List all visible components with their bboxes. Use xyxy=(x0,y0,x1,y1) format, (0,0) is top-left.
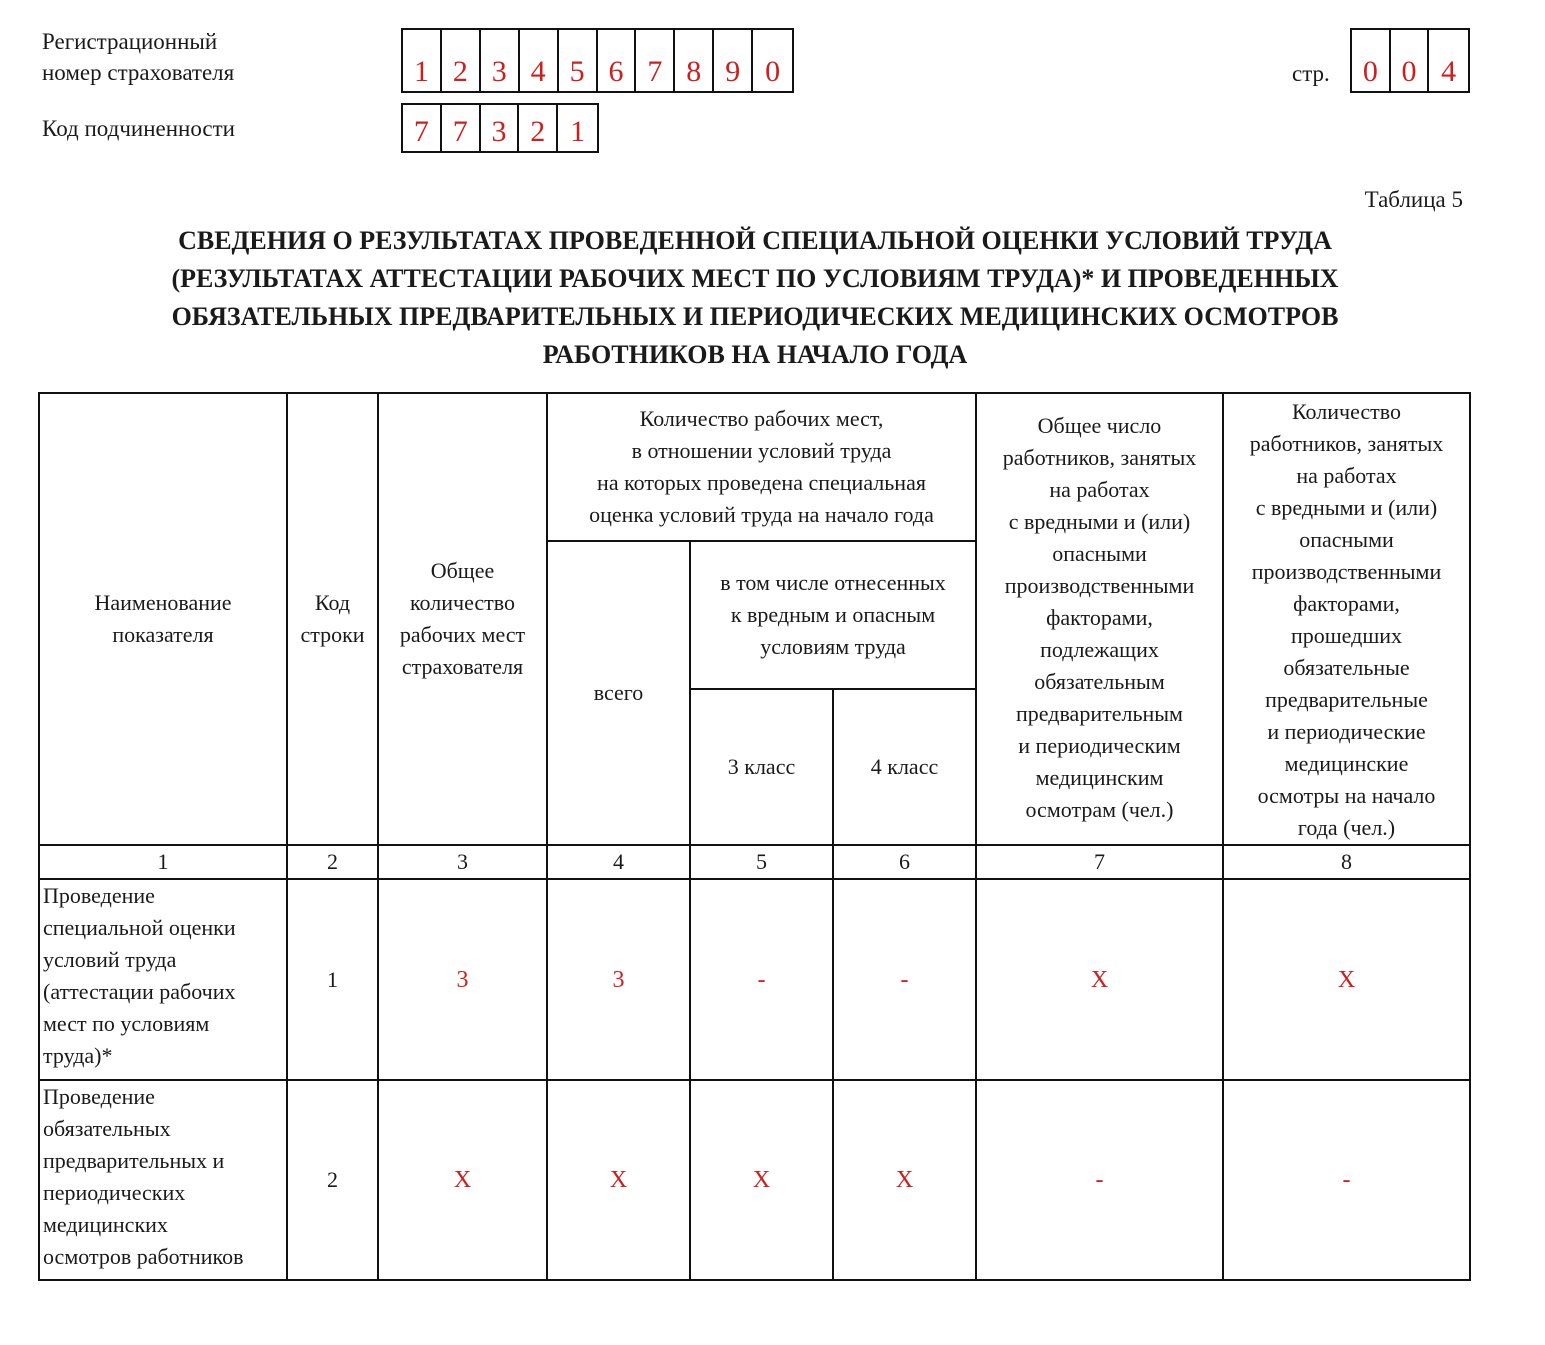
row-value-cell[interactable]: X xyxy=(976,879,1223,1080)
column-number: 3 xyxy=(378,845,547,879)
sub-code-cells[interactable] xyxy=(401,103,599,153)
row-value-cell[interactable]: X xyxy=(547,1080,690,1280)
table-row xyxy=(39,1080,1470,1280)
row-value-cell[interactable]: - xyxy=(976,1080,1223,1280)
table-row xyxy=(39,879,1470,1080)
row-name: Проведение обязательных предварительных и периодических медицинских осмотров работников xyxy=(39,1080,287,1280)
col-header-total-places: Общее количество рабочих мест страхователя xyxy=(378,393,547,845)
reg-digit: 8 xyxy=(675,30,714,91)
reg-digit: 7 xyxy=(636,30,675,91)
column-number: 4 xyxy=(547,845,690,879)
row-value-cell[interactable]: 3 xyxy=(547,879,690,1080)
col-header-class3: 3 класс xyxy=(690,689,833,845)
page-label: стр. xyxy=(1292,61,1330,86)
sub-digit: 3 xyxy=(481,105,520,151)
page-digit: 0 xyxy=(1352,30,1391,91)
reg-number-label xyxy=(42,26,234,88)
row-value-cell[interactable]: 3 xyxy=(378,879,547,1080)
reg-digit: 1 xyxy=(403,30,442,91)
reg-number-label-line2: номер страхователя xyxy=(42,60,235,85)
col-header-code: Код строки xyxy=(287,393,378,845)
reg-digit: 2 xyxy=(442,30,481,91)
page-digit: 4 xyxy=(1441,55,1457,88)
col-header-harmful-group: в том числе отнесенных к вредным и опасным условиям труда xyxy=(690,541,976,689)
sub-digit: 2 xyxy=(519,105,558,151)
reg-digit: 9 xyxy=(714,30,753,91)
sub-digit: 7 xyxy=(442,105,481,151)
row-value-cell[interactable]: - xyxy=(1223,1080,1470,1280)
row-value-cell[interactable]: - xyxy=(833,879,976,1080)
sub-code-label: Код подчиненности xyxy=(42,116,235,141)
title-line: ОБЯЗАТЕЛЬНЫХ ПРЕДВАРИТЕЛЬНЫХ И ПЕРИОДИЧЕСКИХ МЕДИЦИНСКИХ ОСМОТРОВ xyxy=(171,302,1339,331)
col-header-workers-passed: Количество работников, занятых на работах с вредными и (или) опасными производственными факторами, прошедших обязательные предварительные и периодические медицинские осмотры на начало года (чел.) xyxy=(1223,393,1470,845)
col-header-all: всего xyxy=(547,541,690,845)
row-code: 2 xyxy=(287,1080,378,1280)
reg-digit: 5 xyxy=(559,30,598,91)
column-number: 8 xyxy=(1223,845,1470,879)
column-number: 5 xyxy=(690,845,833,879)
reg-digit: 4 xyxy=(520,30,559,91)
reg-number-cells[interactable] xyxy=(401,28,794,93)
reg-digit: 0 xyxy=(765,55,781,88)
column-number: 7 xyxy=(976,845,1223,879)
title-line: (РЕЗУЛЬТАТАХ АТТЕСТАЦИИ РАБОЧИХ МЕСТ ПО УСЛОВИЯМ ТРУДА)* И ПРОВЕДЕННЫХ xyxy=(171,264,1339,293)
page-title xyxy=(40,222,1470,374)
reg-digit: 3 xyxy=(481,30,520,91)
row-value-cell[interactable]: X xyxy=(833,1080,976,1280)
sub-digit: 1 xyxy=(570,115,586,148)
row-value-cell[interactable]: X xyxy=(1223,879,1470,1080)
col-header-class4: 4 класс xyxy=(833,689,976,845)
col-header-name: Наименование показателя xyxy=(39,393,287,845)
sub-digit: 7 xyxy=(403,105,442,151)
reg-digit: 6 xyxy=(598,30,637,91)
results-table xyxy=(38,392,1471,1281)
table-label: Таблица 5 xyxy=(1364,187,1463,212)
column-numbers-row xyxy=(39,845,1470,879)
row-name: Проведение специальной оценки условий труда (аттестации рабочих мест по условиям труда)* xyxy=(39,879,287,1080)
reg-number-label-line1: Регистрационный xyxy=(42,29,218,54)
row-value-cell[interactable]: X xyxy=(690,1080,833,1280)
col-header-workers-subject: Общее число работников, занятых на работах с вредными и (или) опасными производственными факторами, подлежащих обязательным предварительным и периодическим медицинским осмотрам (чел.) xyxy=(976,393,1223,845)
column-number: 2 xyxy=(287,845,378,879)
column-number: 1 xyxy=(39,845,287,879)
page-number-cells[interactable] xyxy=(1350,28,1470,93)
row-value-cell[interactable]: - xyxy=(690,879,833,1080)
title-line: СВЕДЕНИЯ О РЕЗУЛЬТАТАХ ПРОВЕДЕННОЙ СПЕЦИАЛЬНОЙ ОЦЕНКИ УСЛОВИЙ ТРУДА xyxy=(178,226,1332,255)
row-code: 1 xyxy=(287,879,378,1080)
page-digit: 0 xyxy=(1391,30,1430,91)
title-line: РАБОТНИКОВ НА НАЧАЛО ГОДА xyxy=(542,340,968,369)
row-value-cell[interactable]: X xyxy=(378,1080,547,1280)
col-header-assessed-group: Количество рабочих мест, в отношении условий труда на которых проведена специальная оценка условий труда на начало года xyxy=(547,393,976,541)
column-number: 6 xyxy=(833,845,976,879)
